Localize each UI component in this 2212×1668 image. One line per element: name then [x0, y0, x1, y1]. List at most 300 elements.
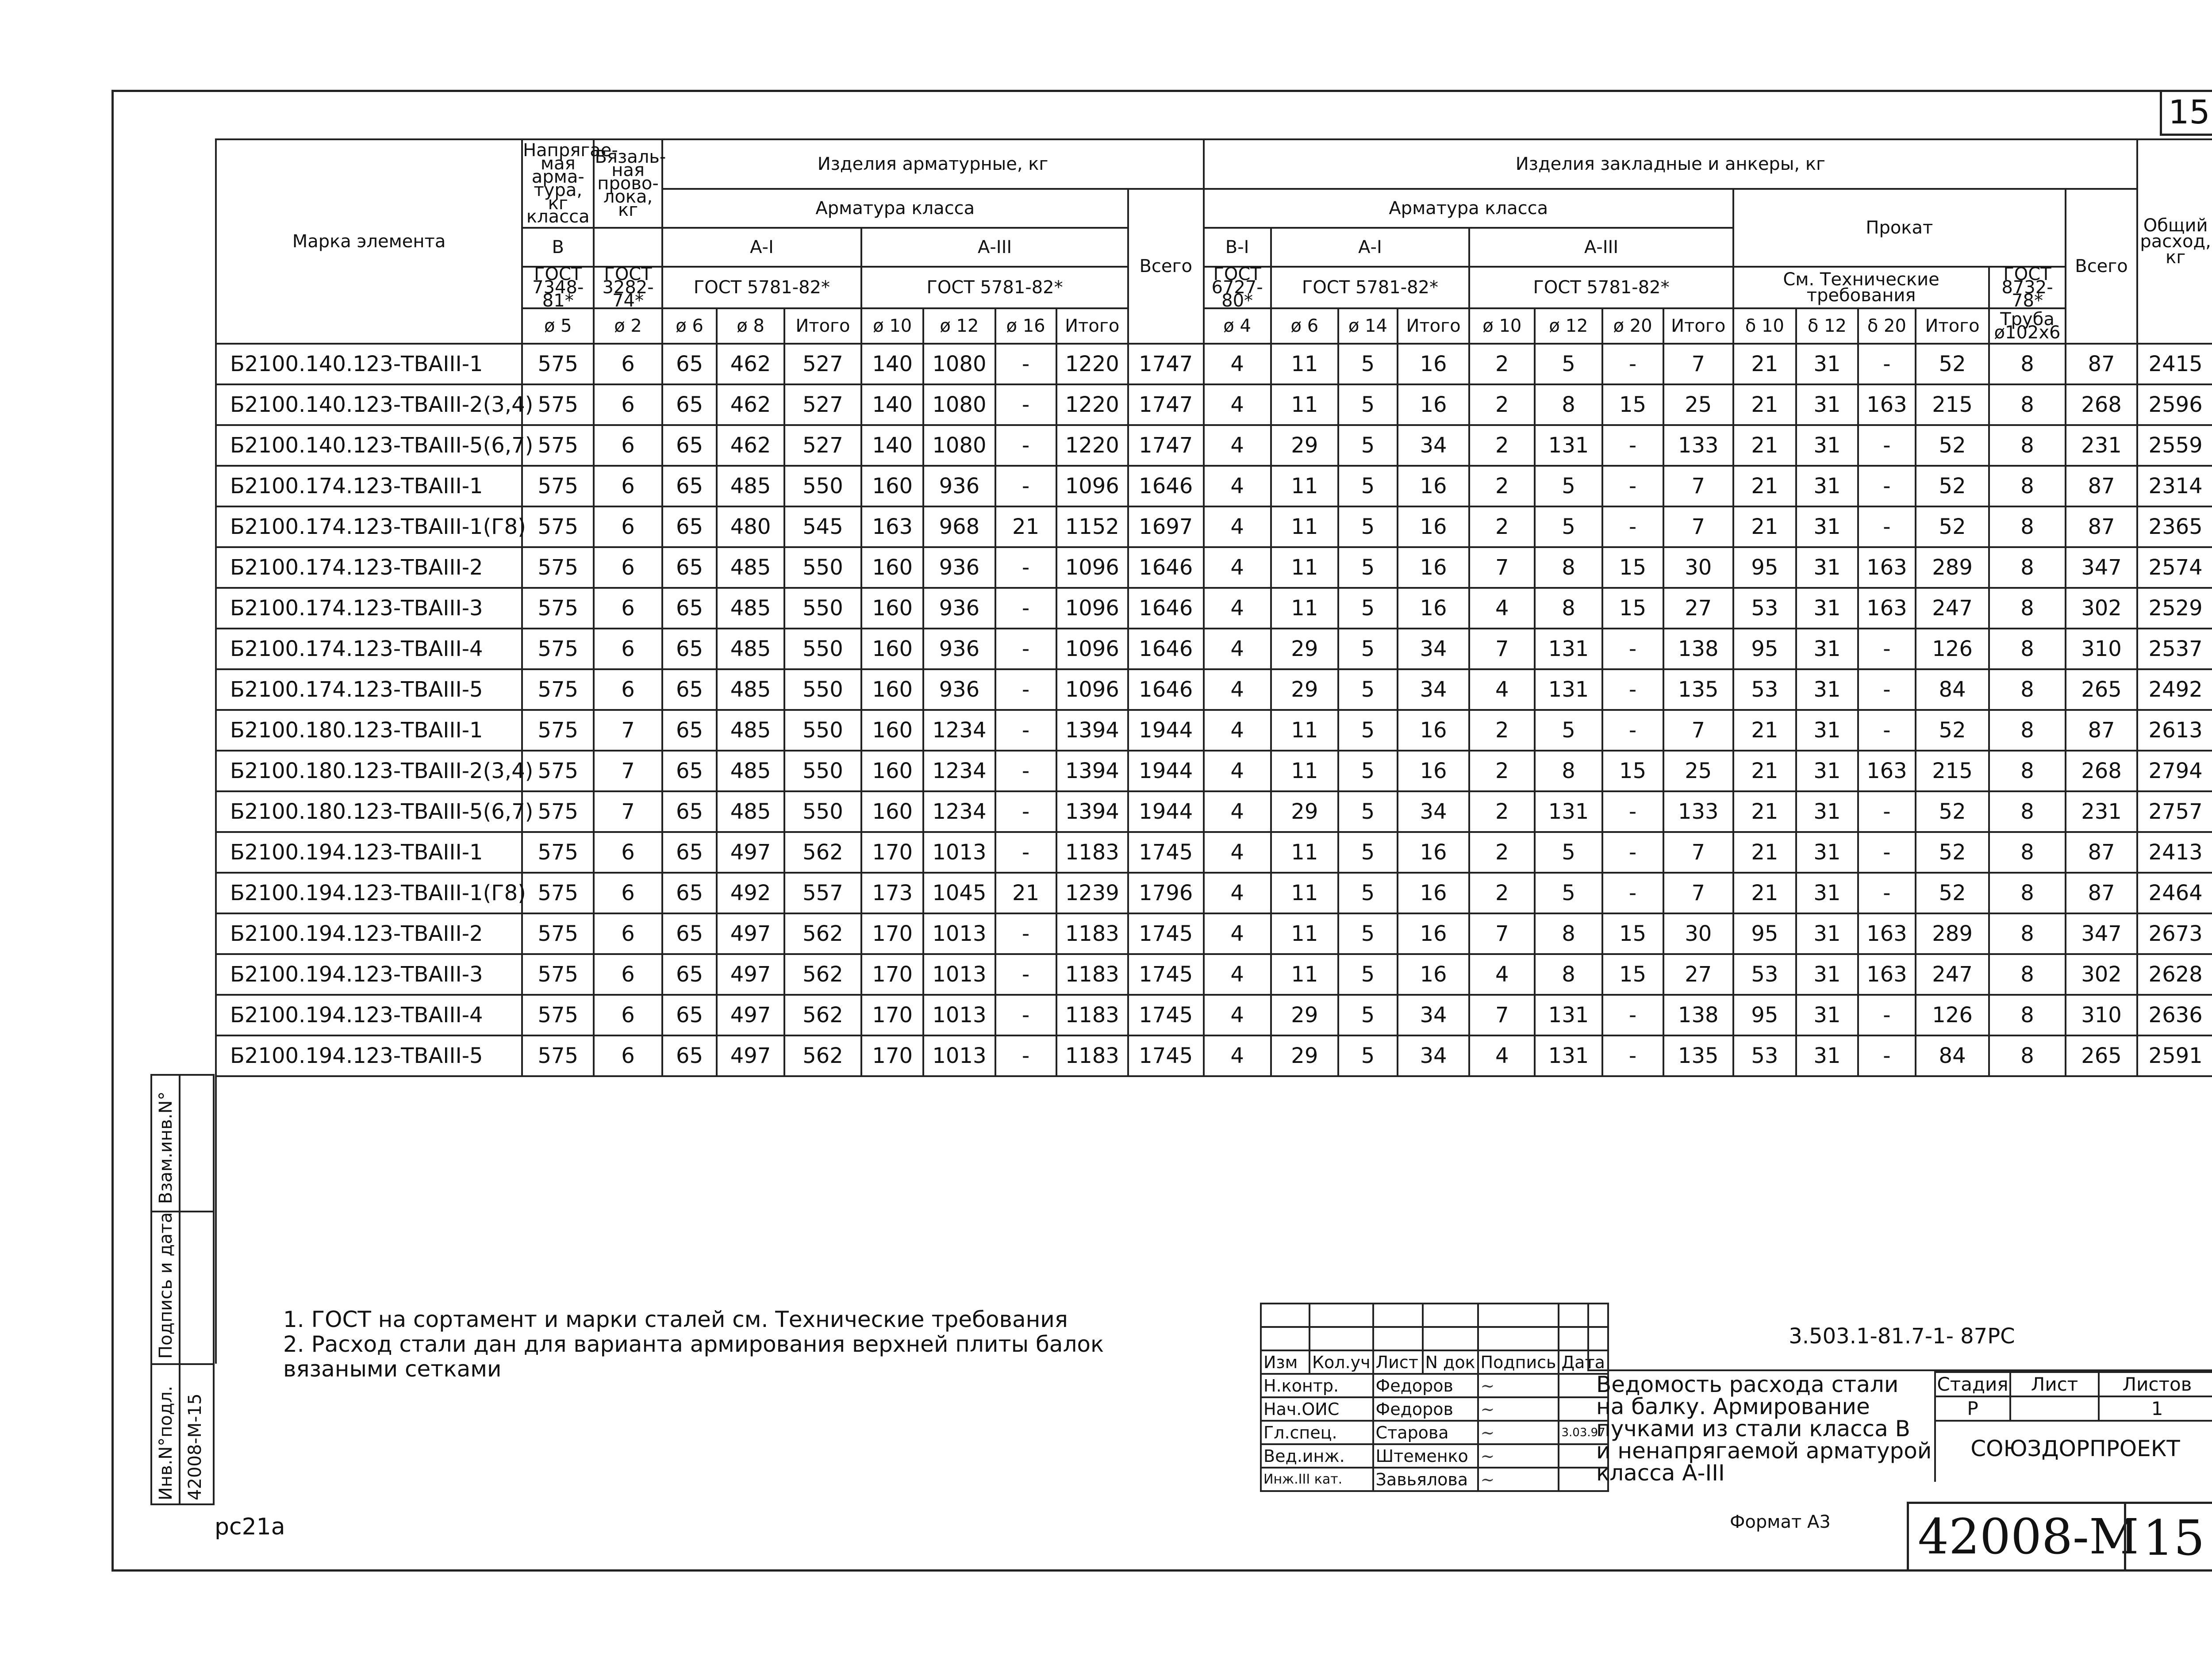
row-cell: 2 [1469, 466, 1535, 506]
row-cell: 4 [1469, 1035, 1535, 1076]
row-cell: - [1858, 629, 1916, 669]
header-t20: δ 20 [1858, 308, 1916, 344]
row-cell: 575 [522, 384, 594, 425]
row-cell: - [1602, 710, 1663, 751]
row-cell: 11 [1271, 506, 1338, 547]
row-cell: 8 [1989, 547, 2066, 588]
row-mark: Б2100.194.123-ТВАIII-2 [216, 913, 522, 954]
row-cell: 16 [1398, 832, 1469, 873]
row-cell: 2628 [2137, 954, 2212, 995]
row-cell: 1220 [1056, 384, 1128, 425]
row-cell: - [1858, 669, 1916, 710]
row-cell: 2537 [2137, 629, 2212, 669]
row-cell: 7 [1469, 547, 1535, 588]
row-cell: 8 [1535, 751, 1602, 791]
row-cell: 7 [594, 751, 662, 791]
row-cell: 1234 [923, 710, 995, 751]
row-cell: 25 [1663, 384, 1733, 425]
row-cell: 138 [1663, 995, 1733, 1035]
row-cell: 2 [1469, 506, 1535, 547]
row-cell: 575 [522, 1035, 594, 1076]
row-cell: 173 [861, 873, 923, 913]
stamp-sheets-value: 1 [2099, 1396, 2212, 1421]
row-cell: - [1602, 791, 1663, 832]
row-cell: 1013 [923, 913, 995, 954]
stamp-sheets-label: Листов [2099, 1372, 2212, 1396]
row-cell: 310 [2066, 629, 2137, 669]
row-cell: 5 [1338, 506, 1398, 547]
row-cell: 5 [1535, 832, 1602, 873]
row-cell: 31 [1796, 832, 1858, 873]
row-cell: 170 [861, 954, 923, 995]
row-cell: 170 [861, 1035, 923, 1076]
row-cell: 65 [662, 1035, 717, 1076]
row-cell: 6 [594, 344, 662, 384]
row-cell: 527 [784, 425, 862, 466]
row-cell: - [1858, 344, 1916, 384]
row-cell: 31 [1796, 425, 1858, 466]
row-cell: 8 [1989, 669, 2066, 710]
row-cell: 575 [522, 791, 594, 832]
row-cell: 936 [923, 629, 995, 669]
header-tech-req: См. Технические требования [1733, 267, 1989, 308]
row-cell: 5 [1338, 913, 1398, 954]
row-cell: 485 [717, 669, 784, 710]
note-1: 1. ГОСТ на сортамент и марки сталей см. Технические требования [283, 1307, 1068, 1332]
table-row [216, 751, 2212, 791]
table-row [216, 384, 2212, 425]
row-cell: 1646 [1128, 629, 1204, 669]
row-cell: 2574 [2137, 547, 2212, 588]
row-cell: 215 [1916, 384, 1989, 425]
row-cell: 1080 [923, 425, 995, 466]
header-itogo-3: Итого [1398, 308, 1469, 344]
row-cell: 8 [1989, 629, 2066, 669]
stamp-signature-2: ~ [1478, 1397, 1559, 1421]
row-cell: - [1858, 791, 1916, 832]
row-cell: 1096 [1056, 547, 1128, 588]
row-cell: 4 [1204, 547, 1271, 588]
row-cell: - [1602, 832, 1663, 873]
row-cell: 527 [784, 344, 862, 384]
steel-consumption-table [215, 138, 2212, 1364]
row-cell: 6 [594, 588, 662, 629]
row-cell: - [995, 710, 1056, 751]
row-cell: 16 [1398, 710, 1469, 751]
row-cell: 15 [1602, 913, 1663, 954]
row-cell: 65 [662, 384, 717, 425]
row-cell: 8 [1989, 791, 2066, 832]
row-cell: 1013 [923, 832, 995, 873]
stamp-role-2: Нач.ОИС [1261, 1397, 1373, 1421]
row-cell: 65 [662, 791, 717, 832]
row-cell: 1234 [923, 751, 995, 791]
stamp-title-line-3: пучками из стали класса В [1596, 1416, 1910, 1442]
row-cell: 462 [717, 344, 784, 384]
row-cell: 1096 [1056, 588, 1128, 629]
row-cell: 5 [1338, 629, 1398, 669]
header-total-embedded: Всего [2066, 189, 2137, 344]
row-cell: 2591 [2137, 1035, 2212, 1076]
table-row [216, 954, 2212, 995]
row-mark: Б2100.174.123-ТВАIII-5 [216, 669, 522, 710]
note-2: 2. Расход стали дан для варианта армирования верхней плиты балок [283, 1331, 1104, 1357]
stamp-title-line-4: и ненапрягаемой арматурой [1596, 1438, 1932, 1464]
row-cell: 27 [1663, 954, 1733, 995]
table-row [216, 913, 2212, 954]
row-cell: 5 [1338, 384, 1398, 425]
row-cell: 21 [1733, 791, 1796, 832]
row-cell: 8 [1989, 466, 2066, 506]
row-cell: 7 [1663, 466, 1733, 506]
row-cell: 1239 [1056, 873, 1128, 913]
row-cell: 6 [594, 506, 662, 547]
row-mark: Б2100.194.123-ТВАIII-1(Г8) [216, 873, 522, 913]
row-cell: 5 [1338, 954, 1398, 995]
header-gost-3282: ГОСТ 3282-74* [594, 267, 662, 308]
row-cell: 135 [1663, 1035, 1733, 1076]
row-cell: 31 [1796, 669, 1858, 710]
row-cell: 485 [717, 588, 784, 629]
row-cell: 302 [2066, 954, 2137, 995]
row-cell: - [995, 995, 1056, 1035]
row-cell: 31 [1796, 873, 1858, 913]
row-cell: 231 [2066, 425, 2137, 466]
header-d10b: ø 10 [1469, 308, 1535, 344]
row-cell: 231 [2066, 791, 2137, 832]
stamp-head-list: Лист [1373, 1350, 1423, 1374]
row-cell: 936 [923, 588, 995, 629]
row-cell: 52 [1916, 873, 1989, 913]
row-cell: 65 [662, 954, 717, 995]
row-cell: - [1602, 344, 1663, 384]
row-cell: 485 [717, 710, 784, 751]
row-cell: - [1858, 832, 1916, 873]
row-cell: 29 [1271, 425, 1338, 466]
row-cell: - [1602, 629, 1663, 669]
row-cell: 1080 [923, 344, 995, 384]
row-cell: 65 [662, 669, 717, 710]
row-cell: - [995, 547, 1056, 588]
row-cell: 131 [1535, 1035, 1602, 1076]
row-cell: 575 [522, 506, 594, 547]
row-cell: 575 [522, 954, 594, 995]
row-cell: 4 [1204, 913, 1271, 954]
row-cell: 5 [1338, 873, 1398, 913]
row-cell: 34 [1398, 995, 1469, 1035]
row-cell: 575 [522, 466, 594, 506]
row-cell: 87 [2066, 506, 2137, 547]
row-cell: 562 [784, 1035, 862, 1076]
row-cell: - [995, 751, 1056, 791]
row-cell: 1697 [1128, 506, 1204, 547]
row-cell: 11 [1271, 832, 1338, 873]
row-cell: 84 [1916, 669, 1989, 710]
row-cell: 163 [1858, 913, 1916, 954]
stamp-head-podpis: Подпись [1478, 1350, 1559, 1374]
row-cell: 29 [1271, 791, 1338, 832]
row-cell: 163 [861, 506, 923, 547]
row-cell: 1152 [1056, 506, 1128, 547]
row-cell: 52 [1916, 466, 1989, 506]
row-cell: 21 [1733, 751, 1796, 791]
row-cell: 1646 [1128, 466, 1204, 506]
stamp-organization: СОЮЗДОРПРОЕКТ [1934, 1415, 2212, 1482]
row-cell: 6 [594, 547, 662, 588]
row-cell: 4 [1204, 466, 1271, 506]
row-cell: 6 [594, 425, 662, 466]
row-cell: 265 [2066, 1035, 2137, 1076]
row-cell: 133 [1663, 791, 1733, 832]
row-cell: 6 [594, 913, 662, 954]
row-cell: 1096 [1056, 669, 1128, 710]
row-cell: 575 [522, 913, 594, 954]
row-cell: 21 [1733, 344, 1796, 384]
row-cell: 1796 [1128, 873, 1204, 913]
row-cell: 575 [522, 425, 594, 466]
row-cell: 492 [717, 873, 784, 913]
row-cell: 65 [662, 466, 717, 506]
row-cell: 16 [1398, 751, 1469, 791]
row-cell: 34 [1398, 791, 1469, 832]
header-class-bi: В-I [1204, 228, 1271, 267]
row-cell: 562 [784, 913, 862, 954]
row-cell: 6 [594, 954, 662, 995]
row-cell: 52 [1916, 506, 1989, 547]
row-cell: 140 [861, 344, 923, 384]
row-cell: 4 [1204, 995, 1271, 1035]
row-cell: 2 [1469, 873, 1535, 913]
row-cell: 11 [1271, 344, 1338, 384]
row-mark: Б2100.174.123-ТВАIII-4 [216, 629, 522, 669]
stamp-role-5: Инж.III кат. [1261, 1468, 1373, 1491]
row-cell: 53 [1733, 1035, 1796, 1076]
row-cell: 1096 [1056, 629, 1128, 669]
row-cell: 480 [717, 506, 784, 547]
row-cell: 497 [717, 832, 784, 873]
row-cell: 65 [662, 425, 717, 466]
row-cell: 15 [1602, 588, 1663, 629]
row-cell: 163 [1858, 547, 1916, 588]
row-cell: 6 [594, 669, 662, 710]
row-cell: 2413 [2137, 832, 2212, 873]
row-cell: 160 [861, 669, 923, 710]
table-row [216, 506, 2212, 547]
row-cell: 8 [1535, 954, 1602, 995]
table-row [216, 629, 2212, 669]
row-cell: 1045 [923, 873, 995, 913]
row-cell: 1013 [923, 954, 995, 995]
row-cell: - [995, 588, 1056, 629]
row-mark: Б2100.174.123-ТВАIII-1 [216, 466, 522, 506]
header-itogo-5: Итого [1916, 308, 1989, 344]
row-cell: 11 [1271, 588, 1338, 629]
row-cell: - [995, 466, 1056, 506]
row-cell: 11 [1271, 710, 1338, 751]
row-cell: 21 [1733, 384, 1796, 425]
header-class-ai: А-I [662, 228, 862, 267]
row-cell: 497 [717, 1035, 784, 1076]
row-mark: Б2100.194.123-ТВАIII-1 [216, 832, 522, 873]
stamp-head-izm: Изм [1261, 1350, 1310, 1374]
row-cell: 21 [1733, 506, 1796, 547]
header-gost-5781-b: ГОСТ 5781-82* [861, 267, 1128, 308]
row-cell: - [1858, 1035, 1916, 1076]
side-vzam-inv: Взам.инв.N° [156, 1091, 176, 1204]
header-gost-5781-a: ГОСТ 5781-82* [662, 267, 862, 308]
row-cell: 29 [1271, 1035, 1338, 1076]
header-reinf-items: Изделия арматурные, кг [662, 139, 1204, 189]
row-cell: 485 [717, 751, 784, 791]
row-cell: 34 [1398, 425, 1469, 466]
header-tie-empty [594, 228, 662, 267]
side-stamp [150, 1074, 215, 1505]
header-d8: ø 8 [717, 308, 784, 344]
row-cell: - [1602, 873, 1663, 913]
row-cell: 8 [1989, 506, 2066, 547]
row-cell: 4 [1204, 669, 1271, 710]
row-cell: 34 [1398, 669, 1469, 710]
row-cell: 1183 [1056, 832, 1128, 873]
row-cell: 550 [784, 466, 862, 506]
row-cell: 2 [1469, 832, 1535, 873]
row-cell: 4 [1204, 425, 1271, 466]
row-cell: 15 [1602, 547, 1663, 588]
row-cell: 4 [1469, 588, 1535, 629]
row-cell: 31 [1796, 751, 1858, 791]
stamp-role-3: Гл.спец. [1261, 1421, 1373, 1444]
stamp-signature-4: ~ [1478, 1444, 1559, 1468]
row-cell: 4 [1204, 751, 1271, 791]
row-cell: 5 [1535, 466, 1602, 506]
row-mark: Б2100.174.123-ТВАIII-1(Г8) [216, 506, 522, 547]
row-cell: - [1858, 466, 1916, 506]
row-cell: 11 [1271, 547, 1338, 588]
row-cell: 462 [717, 425, 784, 466]
table-row [216, 710, 2212, 751]
row-cell: 1745 [1128, 832, 1204, 873]
row-cell: 347 [2066, 547, 2137, 588]
row-cell: 575 [522, 873, 594, 913]
row-cell: 52 [1916, 710, 1989, 751]
header-prestressed: Напрягае-мая арма-тура, кг класса [523, 140, 618, 227]
row-cell: 7 [1663, 832, 1733, 873]
row-cell: 87 [2066, 832, 2137, 873]
row-cell: 15 [1602, 384, 1663, 425]
row-mark: Б2100.180.123-ТВАIII-2(3,4) [216, 751, 522, 791]
row-cell: 2529 [2137, 588, 2212, 629]
row-cell: 8 [1989, 1035, 2066, 1076]
row-cell: 4 [1204, 506, 1271, 547]
header-gost-5781-d: ГОСТ 5781-82* [1469, 267, 1733, 308]
row-cell: - [1858, 506, 1916, 547]
table-row [216, 873, 2212, 913]
header-class-ai-2: А-I [1271, 228, 1470, 267]
stamp-title-line-2: на балку. Армирование [1596, 1394, 1870, 1419]
row-cell: 140 [861, 425, 923, 466]
row-cell: - [995, 669, 1056, 710]
row-cell: 16 [1398, 547, 1469, 588]
row-cell: 575 [522, 344, 594, 384]
row-cell: 1944 [1128, 791, 1204, 832]
row-cell: 16 [1398, 913, 1469, 954]
title-block [1260, 1303, 2212, 1508]
header-gost-6727: ГОСТ 6727-80* [1204, 267, 1271, 308]
row-cell: 65 [662, 547, 717, 588]
row-cell: 2314 [2137, 466, 2212, 506]
stamp-head-ndok: N док [1423, 1350, 1478, 1374]
row-cell: 163 [1858, 954, 1916, 995]
row-cell: 21 [1733, 873, 1796, 913]
row-cell: 1183 [1056, 954, 1128, 995]
row-cell: - [995, 344, 1056, 384]
row-cell: 16 [1398, 466, 1469, 506]
stamp-name-1: Федоров [1373, 1374, 1478, 1397]
row-cell: 21 [1733, 466, 1796, 506]
row-cell: 31 [1796, 466, 1858, 506]
row-cell: 7 [1663, 873, 1733, 913]
stamp-sheet-label: Лист [2010, 1372, 2099, 1396]
row-cell: 8 [1989, 751, 2066, 791]
row-cell: 562 [784, 954, 862, 995]
row-cell: 95 [1733, 913, 1796, 954]
row-cell: 7 [1469, 629, 1535, 669]
row-cell: 2613 [2137, 710, 2212, 751]
row-cell: 65 [662, 873, 717, 913]
row-cell: 65 [662, 751, 717, 791]
row-cell: 2636 [2137, 995, 2212, 1035]
row-cell: 25 [1663, 751, 1733, 791]
row-cell: 4 [1204, 344, 1271, 384]
header-d5: ø 5 [522, 308, 594, 344]
row-cell: 11 [1271, 913, 1338, 954]
row-cell: 52 [1916, 425, 1989, 466]
row-cell: 29 [1271, 995, 1338, 1035]
row-cell: - [1602, 506, 1663, 547]
row-cell: 462 [717, 384, 784, 425]
stamp-head-data: Дата [1559, 1350, 1608, 1374]
row-cell: 87 [2066, 873, 2137, 913]
stamp-stage-label: Стадия [1935, 1372, 2010, 1396]
table-row [216, 425, 2212, 466]
row-cell: - [995, 954, 1056, 995]
row-cell: 1183 [1056, 995, 1128, 1035]
header-gost-5781-c: ГОСТ 5781-82* [1271, 267, 1470, 308]
row-cell: 160 [861, 588, 923, 629]
row-cell: 53 [1733, 954, 1796, 995]
row-mark: Б2100.194.123-ТВАIII-4 [216, 995, 522, 1035]
row-mark: Б2100.174.123-ТВАIII-2 [216, 547, 522, 588]
row-cell: 562 [784, 995, 862, 1035]
row-cell: 1013 [923, 995, 995, 1035]
row-cell: 52 [1916, 791, 1989, 832]
row-cell: 2 [1469, 384, 1535, 425]
row-cell: - [995, 629, 1056, 669]
header-tie-wire: Вязаль-ная прово-лока, кг [594, 139, 662, 228]
stamp-name-5: Завьялова [1373, 1468, 1478, 1491]
row-cell: 16 [1398, 588, 1469, 629]
table-row [216, 1035, 2212, 1076]
row-cell: 65 [662, 710, 717, 751]
row-cell: 485 [717, 791, 784, 832]
row-cell: 8 [1989, 873, 2066, 913]
row-cell: 1394 [1056, 791, 1128, 832]
stamp-grid [1260, 1303, 1609, 1492]
row-cell: 31 [1796, 629, 1858, 669]
row-cell: 5 [1338, 547, 1398, 588]
row-cell: 52 [1916, 344, 1989, 384]
row-cell: 289 [1916, 547, 1989, 588]
